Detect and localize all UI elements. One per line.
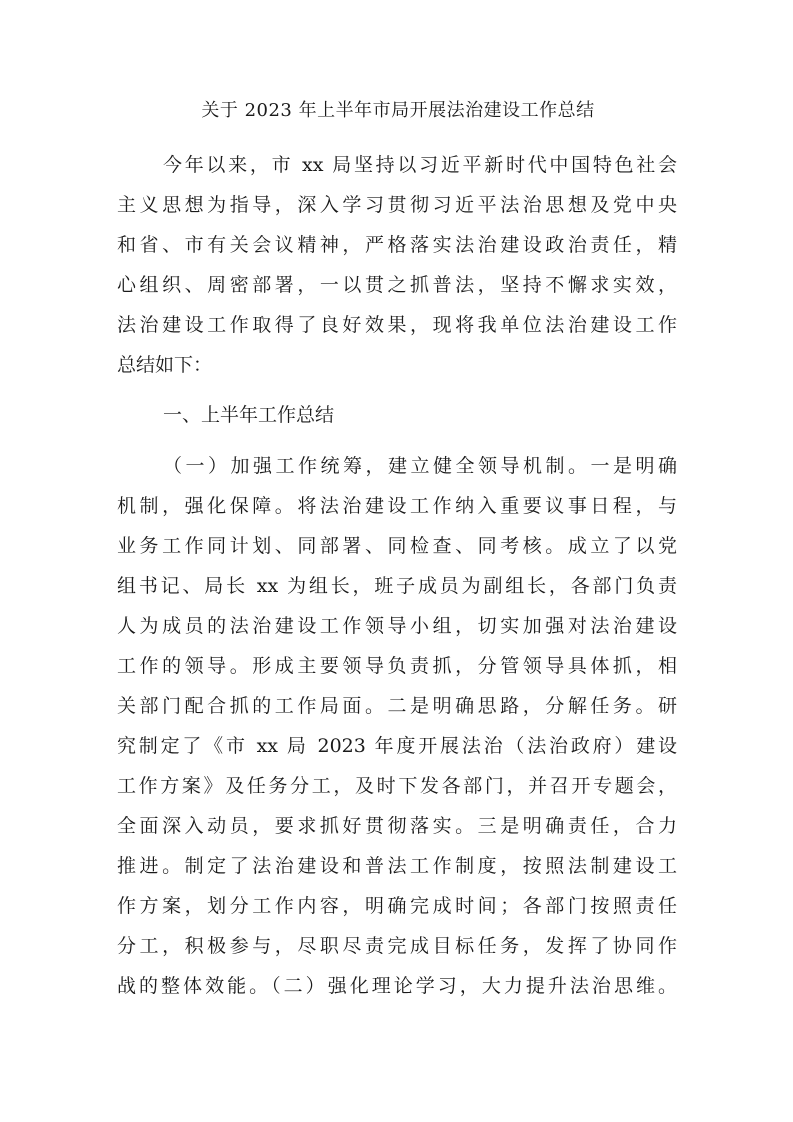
- paragraph-line: 人为成员的法治建设工作领导小组，切实加强对法治建设: [117, 615, 677, 637]
- paragraph-line: 和省、市有关会议精神，严格落实法治建设政治责任，精: [117, 234, 677, 256]
- paragraph-line: 全面深入动员，要求抓好贯彻落实。三是明确责任，合力: [117, 815, 677, 837]
- paragraph-line: 法治建设工作取得了良好效果，现将我单位法治建设工作: [117, 314, 677, 336]
- paragraph-line: 推进。制定了法治建设和普法工作制度，按照法制建设工: [117, 855, 677, 877]
- paragraph-line: 总结如下：: [117, 354, 213, 376]
- paragraph-line: 关部门配合抓的工作局面。二是明确思路，分解任务。研: [117, 695, 677, 717]
- paragraph-line: 工作方案》及任务分工，及时下发各部门，并召开专题会，: [117, 775, 677, 797]
- paragraph-line: 主义思想为指导，深入学习贯彻习近平法治思想及党中央: [117, 194, 677, 216]
- paragraph-line: 今年以来，市 xx 局坚持以习近平新时代中国特色社会: [163, 154, 677, 176]
- paragraph-line: 机制，强化保障。将法治建设工作纳入重要议事日程，与: [117, 495, 677, 517]
- paragraph-line: 心组织、周密部署，一以贯之抓普法，坚持不懈求实效，: [117, 274, 677, 296]
- paragraph-line: 工作的领导。形成主要领导负责抓，分管领导具体抓，相: [117, 655, 677, 677]
- document-title: 关于 2023 年上半年市局开展法治建设工作总结: [201, 100, 595, 121]
- paragraph-line: 分工，积极参与，尽职尽责完成目标任务，发挥了协同作: [117, 935, 677, 957]
- paragraph-line: 作方案，划分工作内容，明确完成时间；各部门按照责任: [117, 895, 677, 917]
- section-heading: 一、上半年工作总结: [163, 404, 335, 426]
- paragraph-line: （一）加强工作统筹，建立健全领导机制。一是明确: [163, 455, 677, 477]
- paragraph-line: 组书记、局长 xx 为组长，班子成员为副组长，各部门负责: [117, 575, 677, 597]
- paragraph-line: 业务工作同计划、同部署、同检查、同考核。成立了以党: [117, 535, 677, 557]
- paragraph-line: 战的整体效能。（二）强化理论学习，大力提升法治思维。: [117, 975, 677, 997]
- paragraph-line: 究制定了《市 xx 局 2023 年度开展法治（法治政府）建设: [117, 735, 677, 757]
